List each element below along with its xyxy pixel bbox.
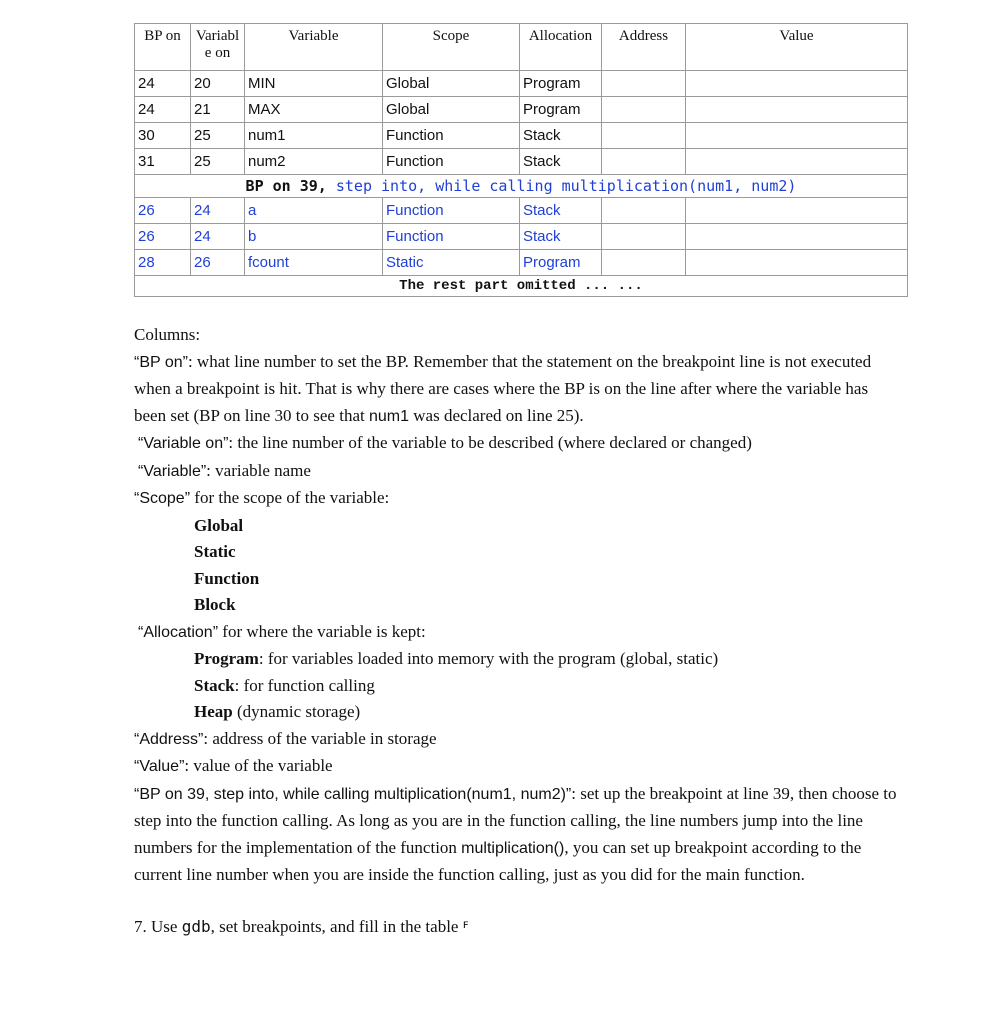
cell-scope: Global (383, 71, 520, 97)
header-address: Address (602, 24, 686, 71)
table-header-row (135, 24, 908, 71)
bp-on-description (134, 349, 904, 431)
allocation-heap-text: (dynamic storage) (232, 702, 361, 721)
cell-address (602, 97, 686, 123)
allocation-description (134, 619, 904, 647)
cell-variable-on: 26 (191, 250, 245, 276)
table-omitted-row (135, 276, 908, 297)
column-descriptions (134, 322, 904, 940)
scope-item (134, 513, 904, 540)
cell-variable-on: 24 (191, 224, 245, 250)
omitted-note: The rest part omitted ... ... (135, 276, 908, 297)
scope-text: for the scope of the variable: (190, 488, 390, 507)
bp39-text2: , you can set up breakpoint according to the current line number when you are inside the function calling, just as you did for the main function. (134, 837, 862, 884)
scope-description (134, 485, 904, 513)
scope-item (134, 566, 904, 593)
cell-bp-on: 31 (135, 149, 191, 175)
table-span-row (135, 175, 908, 198)
header-allocation: Allocation (520, 24, 602, 71)
cell-allocation: Stack (520, 149, 602, 175)
allocation-heap-label: Heap (194, 702, 233, 721)
allocation-program-text: : for variables loaded into memory with the program (global, static) (258, 649, 719, 668)
address-label: “Address” (134, 730, 204, 748)
bp39-label: “BP on 39, step into, while calling multiplication(num1, num2)” (134, 785, 572, 803)
cell-value (686, 71, 908, 97)
address-text: : address of the variable in storage (203, 728, 437, 748)
variables-table (134, 23, 908, 297)
question-7-gdb: gdb (181, 916, 211, 936)
scope-item-static: Static (194, 542, 236, 561)
scope-item (134, 592, 904, 619)
cell-bp-on: 26 (135, 224, 191, 250)
scope-item-function: Function (194, 568, 260, 588)
allocation-stack (134, 673, 904, 700)
bp39-func: multiplication() (461, 839, 565, 857)
cell-scope: Function (383, 123, 520, 149)
table-row (135, 198, 908, 224)
table-row (135, 123, 908, 149)
cell-allocation: Program (520, 97, 602, 123)
cell-bp-on: 28 (135, 250, 191, 276)
scope-item-global: Global (194, 515, 244, 535)
cell-variable: a (245, 198, 383, 224)
allocation-program-label: Program (194, 649, 259, 668)
cell-variable-on: 21 (191, 97, 245, 123)
scope-label: “Scope” (134, 490, 191, 507)
bp-on-label: “BP on” (134, 353, 188, 371)
cell-variable: MAX (245, 97, 383, 123)
cell-bp-on: 30 (135, 123, 191, 149)
table-row (135, 250, 908, 276)
cell-variable: b (245, 224, 383, 250)
bp-on-num1: num1 (368, 407, 409, 425)
header-variable: Variable (245, 24, 383, 71)
cell-value (686, 198, 908, 224)
cell-variable: num2 (245, 149, 383, 175)
variable-label: “Variable” (138, 462, 207, 480)
cell-address (602, 250, 686, 276)
cell-address (602, 71, 686, 97)
question-7-text-a: 7. Use (134, 916, 182, 936)
scope-item (134, 539, 904, 566)
table-row (135, 97, 908, 123)
cell-value (686, 123, 908, 149)
cell-variable: num1 (245, 123, 383, 149)
header-bp-on: BP on (135, 24, 191, 71)
allocation-stack-label: Stack (194, 675, 235, 695)
cell-allocation: Stack (520, 123, 602, 149)
cell-scope: Function (383, 224, 520, 250)
cell-bp-on: 24 (135, 71, 191, 97)
cell-scope: Function (383, 198, 520, 224)
cell-variable: MIN (245, 71, 383, 97)
value-text: : value of the variable (184, 756, 333, 775)
cell-value (686, 224, 908, 250)
variable-description (134, 458, 904, 486)
table-row (135, 71, 908, 97)
cell-variable-on: 25 (191, 123, 245, 149)
step-into-text: step into, while calling multiplication(num1, num2) (326, 177, 797, 195)
allocation-program (134, 646, 904, 673)
header-variable-on: Variabl e on (191, 24, 245, 71)
variable-on-description (134, 430, 904, 458)
spacer (134, 889, 904, 911)
cell-variable: fcount (245, 250, 383, 276)
allocation-stack-text: : for function calling (234, 675, 375, 695)
cell-value (686, 97, 908, 123)
cell-scope: Global (383, 97, 520, 123)
bp-line-label: BP on 39, (245, 177, 327, 195)
allocation-text: for where the variable is kept: (218, 621, 426, 641)
cell-address (602, 149, 686, 175)
question-7-text-b: , set breakpoints, and fill in the table (210, 916, 459, 936)
step-into-caption (135, 175, 908, 198)
cell-allocation: Stack (520, 224, 602, 250)
variable-on-text: : the line number of the variable to be described (where declared or changed) (228, 433, 752, 452)
address-description (134, 726, 904, 754)
cell-allocation: Program (520, 250, 602, 276)
cell-scope: Function (383, 149, 520, 175)
cell-address (602, 198, 686, 224)
allocation-heap (134, 699, 904, 726)
cell-variable-on: 25 (191, 149, 245, 175)
cell-value (686, 250, 908, 276)
variable-on-label: “Variable on” (138, 435, 229, 452)
header-value: Value (686, 24, 908, 71)
bp-on-tail: was declared on line 25). (409, 405, 584, 425)
cell-scope: Static (383, 250, 520, 276)
cell-variable-on: 24 (191, 198, 245, 224)
allocation-label: “Allocation” (138, 623, 219, 641)
cell-address (602, 123, 686, 149)
bp-on-text: : what line number to set the BP. Remember that the statement on the breakpoint line is not executed when a breakpoint is hit. That is why there are cases where the BP is on the line after where the variable has been set (BP on line 30 to see that (134, 351, 872, 425)
table-row (135, 149, 908, 175)
value-label: “Value” (134, 758, 185, 775)
variable-text: : variable name (206, 460, 311, 480)
header-scope: Scope (383, 24, 520, 71)
cell-address (602, 224, 686, 250)
cell-bp-on: 26 (135, 198, 191, 224)
cell-variable-on: 20 (191, 71, 245, 97)
table-row (135, 224, 908, 250)
question-7-mark: ꜰ (462, 916, 469, 931)
cell-value (686, 149, 908, 175)
cell-allocation: Program (520, 71, 602, 97)
bp39-description (134, 781, 904, 889)
bp39-text1: : set up the breakpoint at line 39, then choose to step into the function calling. As long as you are in the function calling, the line numbers jump into the line numbers for the implementation of the function (134, 783, 897, 857)
columns-heading: Columns: (134, 325, 201, 344)
scope-item-block: Block (194, 595, 236, 614)
cell-bp-on: 24 (135, 97, 191, 123)
question-7 (134, 911, 904, 941)
cell-allocation: Stack (520, 198, 602, 224)
value-description (134, 753, 904, 781)
